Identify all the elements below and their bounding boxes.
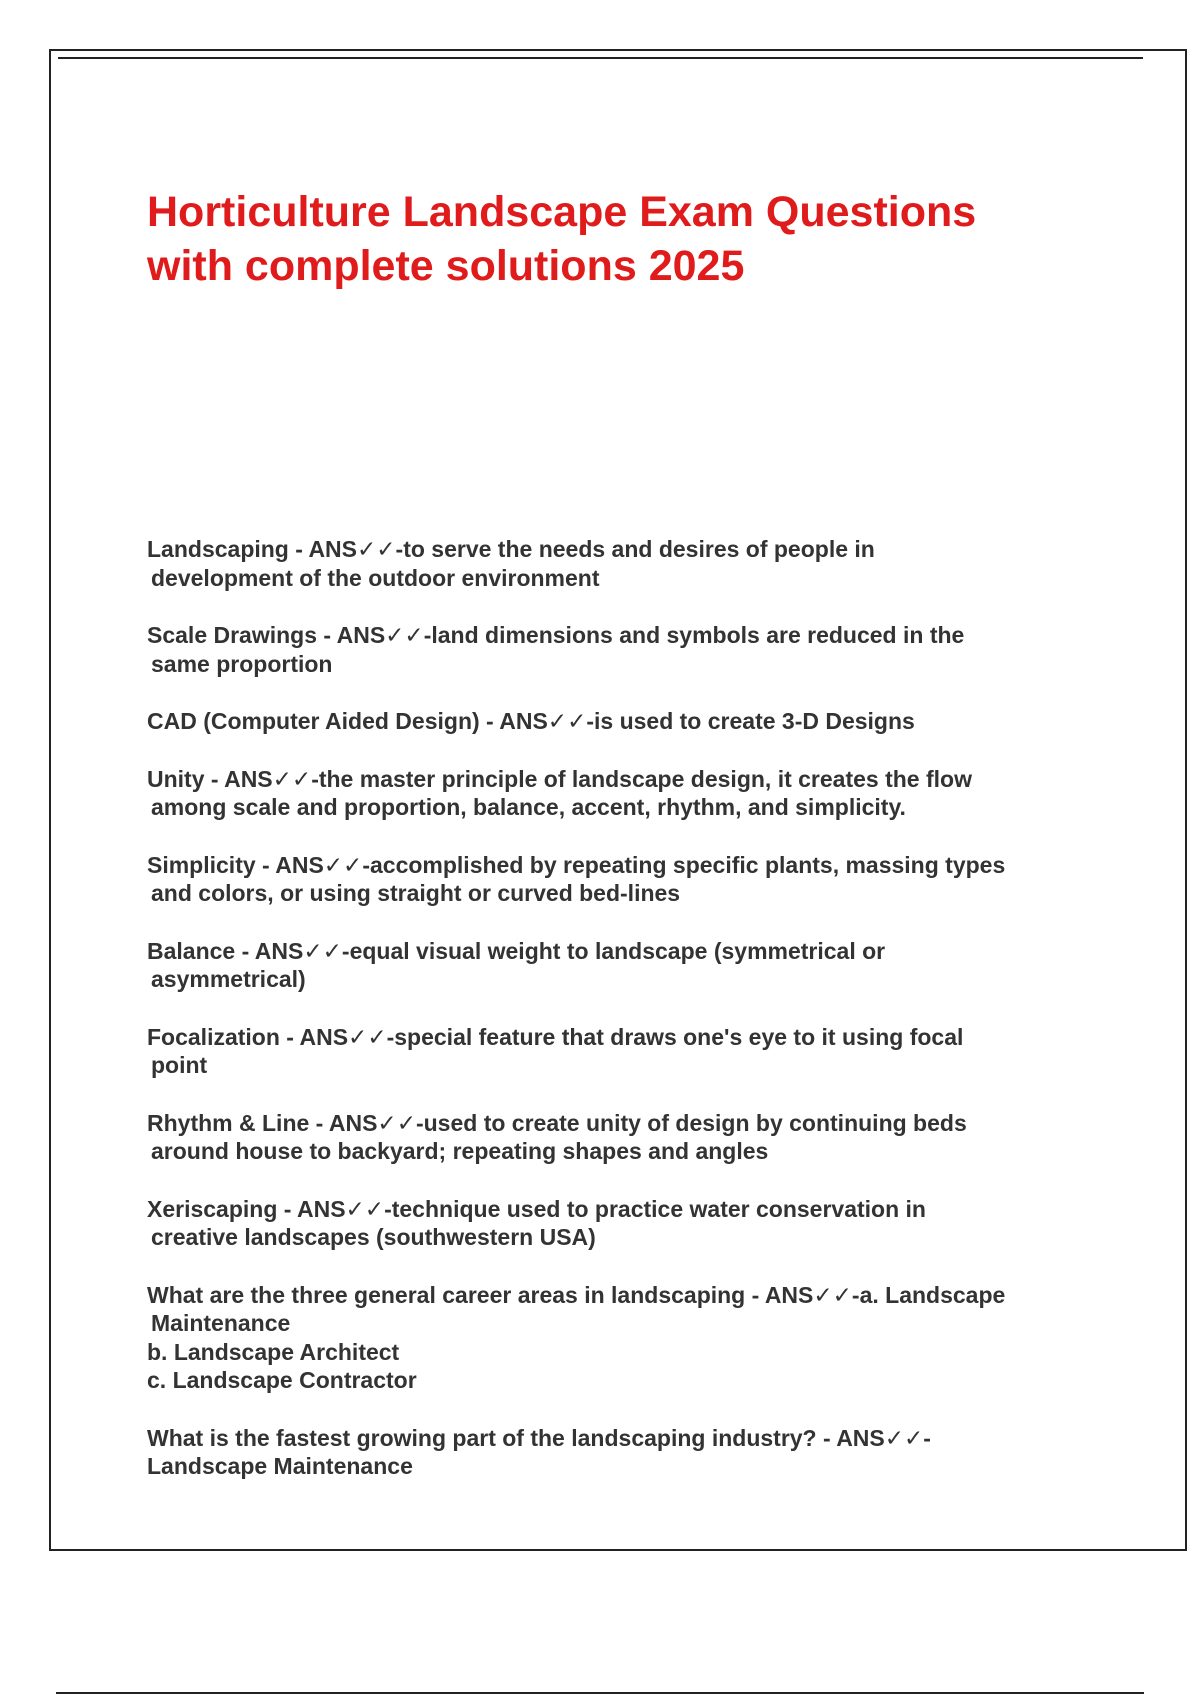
qa-text-option-b: b. Landscape Architect	[147, 1338, 400, 1365]
qa-text: Focalization - ANS✓✓-special feature that draws one's eye to it using focal	[147, 1023, 964, 1050]
qa-item-focalization	[147, 1023, 1137, 1080]
qa-text-continued: Landscape Maintenance	[147, 1453, 413, 1479]
qa-text: Rhythm & Line - ANS✓✓-used to create unity of design by continuing beds	[147, 1109, 967, 1136]
title-line-1: Horticulture Landscape Exam Questions	[147, 188, 977, 236]
qa-text: Scale Drawings - ANS✓✓-land dimensions and symbols are reduced in the	[147, 622, 965, 648]
qa-text: What is the fastest growing part of the landscaping industry? - ANS✓✓-	[147, 1424, 931, 1451]
qa-item-career-areas	[147, 1281, 1137, 1395]
qa-item-rhythm-line	[147, 1109, 1137, 1166]
qa-text-option-c: c. Landscape Contractor	[147, 1367, 417, 1393]
qa-list	[147, 535, 1137, 1510]
bottom-rule	[56, 1692, 1144, 1694]
qa-item-xeriscaping	[147, 1195, 1137, 1252]
title-line-2: with complete solutions 2025	[147, 242, 745, 290]
qa-text: Balance - ANS✓✓-equal visual weight to landscape (symmetrical or	[147, 937, 886, 964]
qa-text-continued: Maintenance	[151, 1310, 291, 1336]
qa-text: Xeriscaping - ANS✓✓-technique used to practice water conservation in	[147, 1195, 926, 1222]
qa-text: Simplicity - ANS✓✓-accomplished by repeating specific plants, massing types	[147, 851, 1006, 878]
qa-item-balance	[147, 937, 1137, 994]
qa-item-fastest-growing	[147, 1424, 1137, 1481]
qa-text-continued: same proportion	[151, 650, 333, 677]
top-rule	[58, 57, 1143, 59]
qa-text-continued: among scale and proportion, balance, accent, rhythm, and simplicity.	[151, 794, 906, 820]
qa-text: Unity - ANS✓✓-the master principle of landscape design, it creates the flow	[147, 765, 972, 792]
qa-item-simplicity	[147, 851, 1137, 908]
qa-text-continued: and colors, or using straight or curved bed-lines	[151, 880, 681, 906]
qa-text-continued: point	[151, 1052, 208, 1078]
document-title	[147, 185, 1087, 293]
qa-item-landscaping	[147, 535, 1137, 592]
qa-text: CAD (Computer Aided Design) - ANS✓✓-is used to create 3-D Designs	[147, 708, 915, 734]
qa-text-continued: creative landscapes (southwestern USA)	[151, 1224, 596, 1250]
page-frame	[49, 49, 1187, 1551]
qa-item-scale-drawings	[147, 621, 1137, 678]
qa-text: What are the three general career areas in landscaping - ANS✓✓-a. Landscape	[147, 1281, 1006, 1308]
qa-item-unity	[147, 765, 1137, 822]
qa-text-continued: around house to backyard; repeating shapes and angles	[151, 1138, 769, 1164]
qa-text-continued: asymmetrical)	[151, 966, 306, 992]
qa-text-continued: development of the outdoor environment	[151, 564, 600, 591]
qa-item-cad	[147, 707, 1137, 736]
qa-text: Landscaping - ANS✓✓-to serve the needs and desires of people in	[147, 536, 875, 562]
